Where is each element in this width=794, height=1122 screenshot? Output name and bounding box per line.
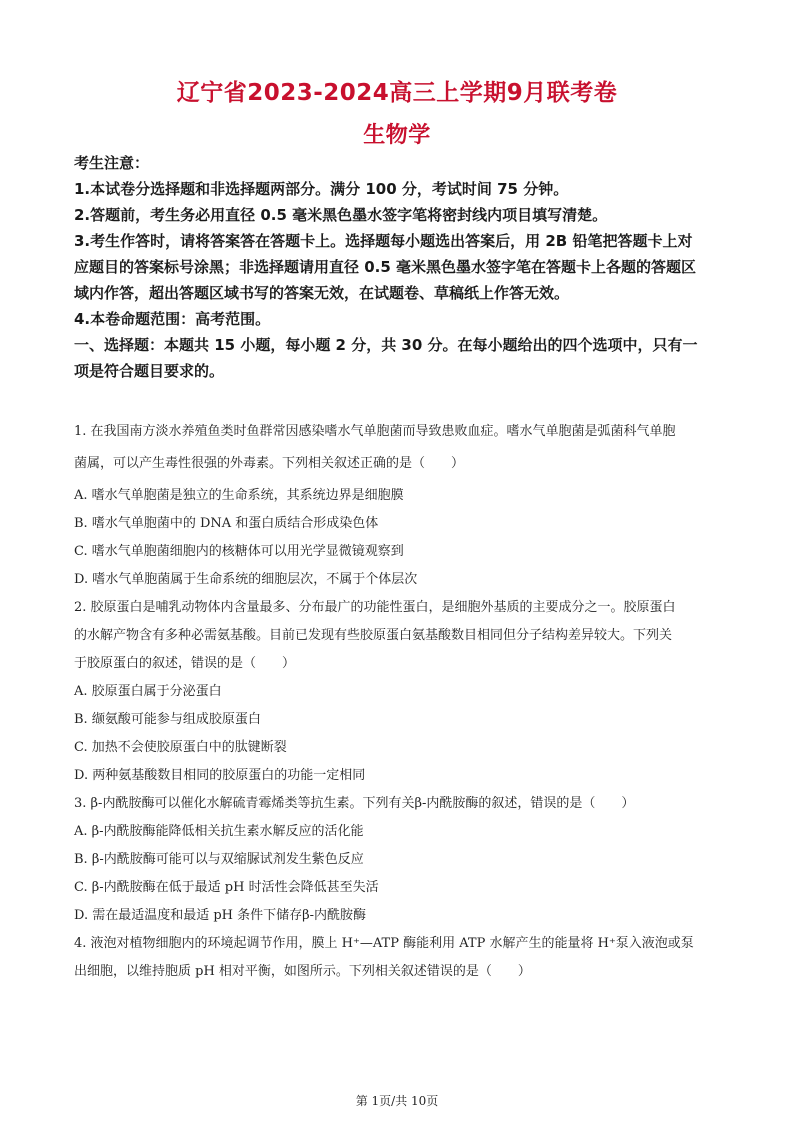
question-1-stem: [74, 420, 728, 439]
section-heading: 一、选择题：本题共 15 小题，每小题 2 分，共 30 分。在每小题给出的四个选项中，只有一: [74, 336, 698, 354]
question-3-stem: 3. β-内酰胺酶可以催化水解硫青霉烯类等抗生素。下列有关β-内酰胺酶的叙述，错误的是（ ）: [74, 796, 635, 811]
stem-line: 1. 在我国南方淡水养殖鱼类时鱼群常因感染嗜水气单胞菌而导致患败血症。嗜水气单胞菌是弧菌科气单胞: [74, 424, 676, 439]
option-c: C. β-内酰胺酶在低于最适 pH 时活性会降低甚至失活: [74, 880, 379, 895]
option-a: A. 胶原蛋白属于分泌蛋白: [74, 684, 222, 699]
option-b: B. 嗜水气单胞菌中的 DNA 和蛋白质结合形成染色体: [74, 516, 379, 531]
option-d: D. 需在最适温度和最适 pH 条件下储存β-内酰胺酶: [74, 908, 367, 923]
option-c: C. 嗜水气单胞菌细胞内的核糖体可以用光学显微镜观察到: [74, 544, 404, 559]
notice-item: 2.答题前，考生务必用直径 0.5 毫米黑色墨水签字笔将密封线内项目填写清楚。: [74, 206, 608, 224]
question-4-stem: 出细胞，以维持胞质 pH 相对平衡，如图所示。下列相关叙述错误的是（ ）: [74, 964, 531, 979]
exam-title: 辽宁省2023-2024高三上学期9月联考卷: [176, 80, 618, 106]
option-a: A. 嗜水气单胞菌是独立的生命系统，其系统边界是细胞膜: [74, 488, 404, 503]
question-2-stem: 2. 胶原蛋白是哺乳动物体内含量最多、分布最广的功能性蛋白，是细胞外基质的主要成分之一。胶原蛋白: [74, 600, 676, 615]
option-d: D. 嗜水气单胞菌属于生命系统的细胞层次，不属于个体层次: [74, 572, 418, 587]
option-d: D. 两种氨基酸数目相同的胶原蛋白的功能一定相同: [74, 768, 366, 783]
notice-item: 应题目的答案标号涂黑；非选择题请用直径 0.5 毫米黑色墨水签字笔在答题卡上各题的答题区: [74, 258, 697, 276]
option-a: A. β-内酰胺酶能降低相关抗生素水解反应的活化能: [74, 824, 364, 839]
option-c: C. 加热不会使胶原蛋白中的肽键断裂: [74, 740, 287, 755]
notice-heading: 考生注意：: [74, 154, 150, 172]
question-4-stem: 4. 液泡对植物细胞内的环境起调节作用，膜上 H⁺—ATP 酶能利用 ATP 水解产生的能量将 H⁺泵入液泡或泵: [74, 936, 694, 951]
option-b: B. β-内酰胺酶可能可以与双缩脲试剂发生紫色反应: [74, 852, 364, 867]
notice-item: 3.考生作答时，请将答案答在答题卡上。选择题每小题选出答案后，用 2B 铅笔把答题卡上对: [74, 232, 693, 250]
page-footer: 第 1页/共 10页: [355, 1094, 439, 1108]
notice-item: 1.本试卷分选择题和非选择题两部分。满分 100 分，考试时间 75 分钟。: [74, 180, 569, 198]
question-2-stem: 的水解产物含有多种必需氨基酸。目前已发现有些胶原蛋白氨基酸数目相同但分子结构差异较大。下列关: [74, 628, 673, 643]
question-1-stem-cont: [74, 452, 728, 471]
notice-item: 域内作答，超出答题区域书写的答案无效，在试题卷、草稿纸上作答无效。: [74, 284, 570, 302]
option-b: B. 缬氨酸可能参与组成胶原蛋白: [74, 712, 261, 727]
subject-title: 生物学: [363, 123, 431, 148]
notice-block: [74, 150, 734, 384]
section-heading-cont: 项是符合题目要求的。: [74, 362, 225, 380]
stem-line: 菌属，可以产生毒性很强的外毒素。下列相关叙述正确的是（ ）: [74, 456, 465, 471]
notice-item: 4.本卷命题范围：高考范围。: [74, 310, 271, 328]
question-2-stem: 于胶原蛋白的叙述，错误的是（ ）: [74, 656, 296, 671]
